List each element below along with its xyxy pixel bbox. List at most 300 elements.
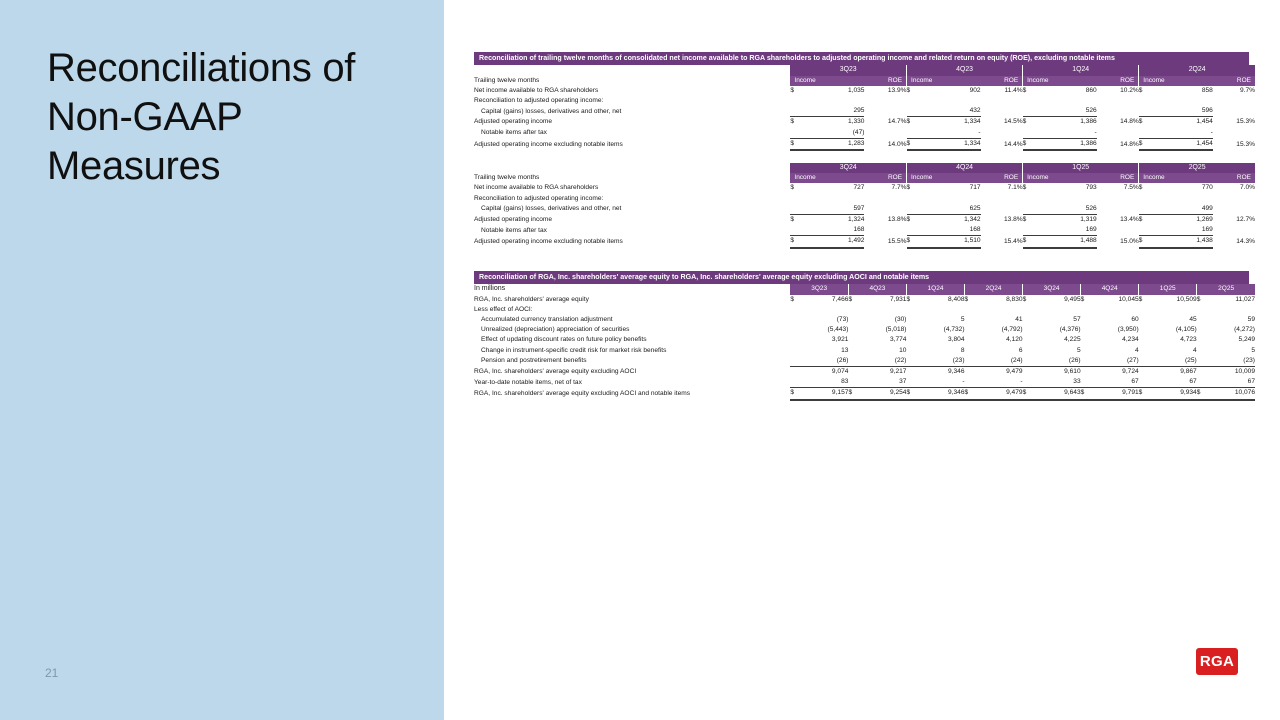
cell-roe: 13.9% <box>887 86 907 94</box>
col-header-income: Income <box>907 173 981 183</box>
cell-income: 596 <box>1152 106 1213 117</box>
cell-value: 9,934 <box>1150 388 1197 400</box>
table1-block <box>474 163 1255 249</box>
cell-roe <box>981 96 1023 106</box>
cell-roe <box>1213 106 1255 117</box>
cell-roe <box>864 128 906 139</box>
cell-income: 770 <box>1201 184 1213 192</box>
currency-symbol <box>906 335 917 345</box>
cell-roe <box>1097 128 1139 139</box>
currency-symbol: $ <box>1139 138 1152 150</box>
currency-symbol: $ <box>906 216 911 224</box>
quarter-header: 2Q25 <box>1139 163 1255 173</box>
row-label: Notable items after tax <box>481 129 547 137</box>
currency-symbol <box>1023 225 1036 236</box>
row-label: Adjusted operating income <box>474 216 553 224</box>
cell-value: 9,157 <box>801 388 848 400</box>
currency-symbol: $ <box>790 118 795 126</box>
quarter-header: 3Q24 <box>1023 284 1081 294</box>
currency-symbol <box>790 204 803 215</box>
quarter-header: 2Q24 <box>1139 65 1255 75</box>
table-row <box>474 356 1255 367</box>
currency-symbol <box>907 194 920 204</box>
table2-title: Reconciliation of RGA, Inc. shareholders' average equity to RGA, Inc. shareholders' average equity excluding AOCI and notable items <box>474 271 1249 284</box>
currency-symbol: $ <box>907 236 920 248</box>
table-row <box>474 367 1255 378</box>
cell-income: 1,510 <box>920 236 981 248</box>
currency-symbol <box>1139 315 1150 325</box>
cell-roe: 13.8% <box>1003 216 1023 224</box>
currency-symbol <box>790 96 803 106</box>
currency-symbol: $ <box>906 388 917 400</box>
row-label: Change in instrument-specific credit risk for market risk benefits <box>481 346 667 354</box>
cell-value: 9,217 <box>889 368 907 376</box>
cell-value: 4 <box>1193 346 1197 354</box>
cell-income: 499 <box>1152 204 1213 215</box>
currency-symbol: $ <box>790 388 801 400</box>
currency-symbol <box>790 128 803 139</box>
cell-income: - <box>920 128 981 139</box>
quarter-header: 2Q25 <box>1197 284 1255 294</box>
cell-income: 717 <box>969 184 981 192</box>
quarter-header: 4Q23 <box>848 284 906 294</box>
col-header-income: Income <box>790 76 864 86</box>
table-row <box>474 128 1255 139</box>
cell-income <box>1152 194 1213 204</box>
currency-symbol <box>1139 204 1152 215</box>
currency-symbol <box>790 305 801 315</box>
currency-symbol <box>790 367 801 378</box>
cell-value: (5,018) <box>885 326 907 334</box>
currency-symbol <box>1139 128 1152 139</box>
cell-roe: 14.7% <box>887 118 907 126</box>
currency-symbol <box>965 356 976 367</box>
currency-symbol <box>848 346 859 356</box>
cell-income: 1,269 <box>1196 216 1213 224</box>
cell-income: 1,283 <box>803 138 864 150</box>
cell-income: 1,492 <box>803 236 864 248</box>
cell-roe <box>981 128 1023 139</box>
cell-income: 168 <box>803 225 864 236</box>
cell-roe <box>1213 225 1255 236</box>
table-row <box>474 117 1255 128</box>
cell-roe: 7.0% <box>1239 184 1255 192</box>
currency-symbol <box>1023 325 1034 335</box>
rga-logo <box>1196 648 1238 675</box>
cell-roe <box>864 194 906 204</box>
currency-symbol: $ <box>790 216 795 224</box>
quarter-header: 3Q24 <box>790 163 906 173</box>
col-header-income: Income <box>1023 173 1097 183</box>
currency-symbol: $ <box>1138 118 1143 126</box>
currency-symbol: $ <box>1023 138 1036 150</box>
currency-symbol: $ <box>1139 236 1152 248</box>
currency-symbol <box>965 335 976 345</box>
col-header-roe: ROE <box>1097 173 1139 183</box>
cell-value: (26) <box>1034 356 1081 367</box>
cell-roe: 7.7% <box>891 184 907 192</box>
quarter-header-row <box>474 284 1255 294</box>
table-row <box>474 86 1255 96</box>
cell-value <box>1150 305 1197 315</box>
currency-symbol <box>848 315 859 325</box>
cell-income <box>1152 96 1213 106</box>
reconciliation-equity-table <box>474 271 1255 401</box>
currency-symbol: $ <box>906 86 911 94</box>
row-label: Unrealized (depreciation) appreciation of securities <box>481 326 630 334</box>
cell-income: - <box>1036 128 1097 139</box>
currency-symbol: $ <box>848 295 853 303</box>
currency-symbol <box>1197 325 1208 335</box>
col-header-roe: ROE <box>1213 173 1255 183</box>
currency-symbol <box>1081 335 1092 345</box>
cell-value: (4,272) <box>1234 326 1255 334</box>
currency-symbol: $ <box>790 86 795 94</box>
currency-symbol: $ <box>1197 388 1208 400</box>
cell-roe: 14.8% <box>1120 118 1139 126</box>
cell-value: 57 <box>1073 316 1081 324</box>
currency-symbol <box>1139 377 1150 388</box>
col-header-income: Income <box>907 76 981 86</box>
cell-roe: 14.3% <box>1236 238 1255 246</box>
table-row <box>474 315 1255 325</box>
cell-value <box>801 305 848 315</box>
cell-roe <box>981 194 1023 204</box>
table1-block <box>474 65 1255 151</box>
currency-symbol <box>907 204 920 215</box>
cell-income: 727 <box>853 184 865 192</box>
cell-income: 1,386 <box>1036 138 1097 150</box>
currency-symbol <box>907 128 920 139</box>
cell-roe: 14.5% <box>1003 118 1023 126</box>
page-number: 21 <box>45 666 59 680</box>
row-label: RGA, Inc. shareholders' average equity <box>474 295 589 303</box>
cell-income: 169 <box>1152 225 1213 236</box>
cell-value: 8 <box>960 346 965 354</box>
currency-symbol <box>965 325 976 335</box>
cell-value: 9,479 <box>1006 368 1023 376</box>
cell-value: (3,950) <box>1117 326 1139 334</box>
currency-symbol <box>1197 346 1208 356</box>
currency-symbol <box>1139 106 1152 117</box>
cell-value: 83 <box>801 377 848 388</box>
cell-income: 858 <box>1201 86 1213 94</box>
cell-value: 33 <box>1034 377 1081 388</box>
currency-symbol: $ <box>1022 86 1027 94</box>
currency-symbol: $ <box>1138 86 1143 94</box>
cell-value: 7,931 <box>889 295 907 303</box>
cell-value: 4,234 <box>1122 336 1139 344</box>
cell-income: 1,334 <box>920 138 981 150</box>
cell-value: 9,074 <box>831 368 849 376</box>
quarter-header-row <box>474 65 1255 75</box>
page-title: Reconciliations of Non-GAAP Measures <box>47 46 356 188</box>
currency-symbol <box>1139 96 1152 106</box>
currency-symbol <box>965 367 976 378</box>
cell-income: - <box>1152 128 1213 139</box>
col-header-income: Income <box>1139 173 1213 183</box>
currency-symbol <box>790 315 801 325</box>
currency-symbol: $ <box>906 118 911 126</box>
cell-roe <box>981 225 1023 236</box>
cell-income: 168 <box>920 225 981 236</box>
cell-roe: 12.7% <box>1236 216 1255 224</box>
currency-symbol <box>1023 204 1036 215</box>
row-label: Adjusted operating income excluding notable items <box>474 238 623 246</box>
currency-symbol <box>907 96 920 106</box>
cell-roe <box>1097 204 1139 215</box>
currency-symbol <box>965 346 976 356</box>
currency-symbol <box>848 305 859 315</box>
currency-symbol <box>1197 305 1208 315</box>
currency-symbol <box>1197 377 1208 388</box>
cell-roe: 10.2% <box>1120 86 1139 94</box>
currency-symbol <box>906 325 917 335</box>
currency-symbol: $ <box>1080 295 1085 303</box>
cell-roe <box>981 204 1023 215</box>
cell-roe: 14.0% <box>887 140 907 148</box>
cell-roe: 15.4% <box>1003 238 1023 246</box>
cell-value: 9,791 <box>1092 388 1139 400</box>
cell-value: 5,249 <box>1238 336 1255 344</box>
currency-symbol <box>1081 305 1092 315</box>
currency-symbol <box>1197 367 1208 378</box>
currency-symbol: $ <box>790 138 803 150</box>
currency-symbol <box>907 225 920 236</box>
table-row <box>474 388 1255 400</box>
row-label: Accumulated currency translation adjustment <box>481 316 613 324</box>
cell-value: (27) <box>1092 356 1139 367</box>
cell-value: 5 <box>1251 346 1255 354</box>
currency-symbol <box>790 325 801 335</box>
cell-income: 1,454 <box>1196 118 1213 126</box>
currency-symbol: $ <box>906 184 911 192</box>
currency-symbol <box>1023 315 1034 325</box>
row-label: Capital (gains) losses, derivatives and other, net <box>481 205 622 213</box>
cell-roe <box>1213 204 1255 215</box>
cell-income: 1,330 <box>847 118 865 126</box>
currency-symbol <box>906 367 917 378</box>
row-label: Less effect of AOCI: <box>474 305 533 313</box>
cell-value: 10,009 <box>1234 368 1255 376</box>
row-label: Pension and postretirement benefits <box>481 357 587 365</box>
quarter-header: 4Q24 <box>1081 284 1139 294</box>
table-row <box>474 194 1255 204</box>
stub-label: Trailing twelve months <box>474 76 540 84</box>
cell-value: 8,830 <box>1006 295 1023 303</box>
cell-income: 625 <box>920 204 981 215</box>
quarter-header: 1Q25 <box>1139 284 1197 294</box>
quarter-header-row <box>474 163 1255 173</box>
currency-symbol <box>1081 315 1092 325</box>
currency-symbol: $ <box>1022 295 1027 303</box>
cell-value: 8,408 <box>948 295 965 303</box>
cell-income: 526 <box>1036 106 1097 117</box>
cell-value: 9,610 <box>1064 368 1081 376</box>
col-header-income: Income <box>1023 76 1097 86</box>
cell-roe <box>864 204 906 215</box>
cell-value: 41 <box>1015 316 1023 324</box>
cell-value: 60 <box>1131 316 1139 324</box>
stub-label: In millions <box>474 285 506 293</box>
cell-income: 793 <box>1085 184 1097 192</box>
currency-symbol <box>1081 377 1092 388</box>
currency-symbol <box>790 335 801 345</box>
currency-symbol: $ <box>964 295 969 303</box>
cell-income: 526 <box>1036 204 1097 215</box>
cell-roe: 15.3% <box>1236 118 1255 126</box>
cell-value: 9,495 <box>1064 295 1081 303</box>
cell-roe <box>1213 128 1255 139</box>
rga-logo-text: RGA <box>1199 653 1235 670</box>
cell-roe: 11.4% <box>1004 86 1023 94</box>
currency-symbol <box>1023 305 1034 315</box>
cell-value: 11,027 <box>1235 295 1255 303</box>
currency-symbol: $ <box>1022 216 1027 224</box>
cell-value: 9,724 <box>1122 368 1139 376</box>
table-row <box>474 225 1255 236</box>
cell-income: 1,386 <box>1080 118 1097 126</box>
row-label: Adjusted operating income excluding notable items <box>474 140 623 148</box>
currency-symbol: $ <box>965 388 976 400</box>
cell-value: 6 <box>1018 346 1023 354</box>
currency-symbol <box>1023 346 1034 356</box>
currency-symbol <box>1197 315 1208 325</box>
row-label: Reconciliation to adjusted operating income: <box>474 194 604 202</box>
cell-value: 37 <box>859 377 906 388</box>
currency-symbol <box>1023 377 1034 388</box>
cell-roe <box>1097 194 1139 204</box>
cell-roe: 15.3% <box>1236 140 1255 148</box>
currency-symbol: $ <box>1139 388 1150 400</box>
currency-symbol: $ <box>848 388 859 400</box>
cell-value: 67 <box>1092 377 1139 388</box>
currency-symbol: $ <box>906 295 911 303</box>
currency-symbol <box>906 356 917 367</box>
cell-value: - <box>976 377 1023 388</box>
cell-value: 9,867 <box>1180 368 1197 376</box>
cell-value: 10,509 <box>1176 295 1197 303</box>
currency-symbol <box>1197 356 1208 367</box>
row-label: Effect of updating discount rates on future policy benefits <box>481 336 647 344</box>
cell-income <box>1036 96 1097 106</box>
cell-value: 10,076 <box>1208 388 1255 400</box>
currency-symbol <box>1023 96 1036 106</box>
row-label: Net income available to RGA shareholders <box>474 184 599 192</box>
cell-value: (4,376) <box>1059 326 1081 334</box>
currency-symbol: $ <box>790 184 795 192</box>
row-label: Net income available to RGA shareholders <box>474 86 599 94</box>
currency-symbol <box>1139 346 1150 356</box>
col-header-roe: ROE <box>864 76 906 86</box>
currency-symbol <box>1197 335 1208 345</box>
quarter-header: 3Q23 <box>790 284 848 294</box>
currency-symbol <box>1081 367 1092 378</box>
currency-symbol <box>848 325 859 335</box>
cell-value: 4 <box>1135 346 1139 354</box>
cell-value: 45 <box>1189 316 1197 324</box>
currency-symbol <box>965 305 976 315</box>
currency-symbol <box>848 335 859 345</box>
cell-income: 597 <box>803 204 864 215</box>
table-row <box>474 325 1255 335</box>
cell-income: 1,319 <box>1080 216 1097 224</box>
cell-value: (24) <box>976 356 1023 367</box>
cell-value: (25) <box>1150 356 1197 367</box>
cell-roe: 13.8% <box>887 216 907 224</box>
table-row <box>474 204 1255 215</box>
cell-value: 9,479 <box>976 388 1023 400</box>
currency-symbol <box>906 305 917 315</box>
cell-value: 10,045 <box>1118 295 1139 303</box>
table-row <box>474 236 1255 248</box>
quarter-header: 1Q25 <box>1023 163 1139 173</box>
currency-symbol <box>1081 346 1092 356</box>
currency-symbol: $ <box>1138 295 1143 303</box>
cell-value: 9,346 <box>917 388 964 400</box>
col-header-roe: ROE <box>1213 76 1255 86</box>
table1-title: Reconciliation of trailing twelve months of consolidated net income available to RGA shareholders to adjusted operating income and related return on equity (ROE), excluding notable items <box>474 52 1249 65</box>
table-row <box>474 106 1255 117</box>
cell-value: 4,120 <box>1006 336 1023 344</box>
cell-value: 13 <box>841 346 849 354</box>
currency-symbol <box>848 377 859 388</box>
currency-symbol: $ <box>1023 236 1036 248</box>
cell-income: 1,438 <box>1152 236 1213 248</box>
currency-symbol: $ <box>1022 184 1027 192</box>
table-row <box>474 183 1255 193</box>
cell-income <box>803 96 864 106</box>
cell-income: 1,342 <box>964 216 981 224</box>
cell-value: (4,792) <box>1001 326 1023 334</box>
cell-roe: 15.5% <box>887 238 907 246</box>
cell-value: 5 <box>1076 346 1081 354</box>
currency-symbol <box>790 194 803 204</box>
row-label: RGA, Inc. shareholders' average equity excluding AOCI and notable items <box>474 390 691 398</box>
cell-value: (23) <box>1208 356 1255 367</box>
cell-value: 59 <box>1247 316 1255 324</box>
cell-value: (73) <box>836 316 849 324</box>
table-row <box>474 335 1255 345</box>
currency-symbol: $ <box>1081 388 1092 400</box>
cell-value <box>1208 305 1255 315</box>
currency-symbol <box>1139 225 1152 236</box>
quarter-header: 1Q24 <box>1023 65 1139 75</box>
cell-value <box>1034 305 1081 315</box>
cell-value: 3,774 <box>889 336 907 344</box>
currency-symbol: $ <box>790 236 803 248</box>
table-row <box>474 346 1255 356</box>
currency-symbol <box>1023 128 1036 139</box>
cell-roe <box>1097 96 1139 106</box>
cell-roe <box>1097 225 1139 236</box>
cell-value: (23) <box>917 356 964 367</box>
col-header-roe: ROE <box>981 76 1023 86</box>
cell-value: 4,225 <box>1064 336 1081 344</box>
subheader-row <box>474 173 1255 183</box>
cell-roe: 14.8% <box>1120 140 1139 148</box>
cell-value: 5 <box>960 316 965 324</box>
cell-value: 9,346 <box>948 368 965 376</box>
cell-income: 432 <box>920 106 981 117</box>
cell-income <box>920 194 981 204</box>
cell-value <box>1092 305 1139 315</box>
currency-symbol <box>1081 356 1092 367</box>
cell-roe <box>864 106 906 117</box>
cell-value: 4,723 <box>1180 336 1197 344</box>
col-header-income: Income <box>1139 76 1213 86</box>
currency-symbol <box>1139 325 1150 335</box>
